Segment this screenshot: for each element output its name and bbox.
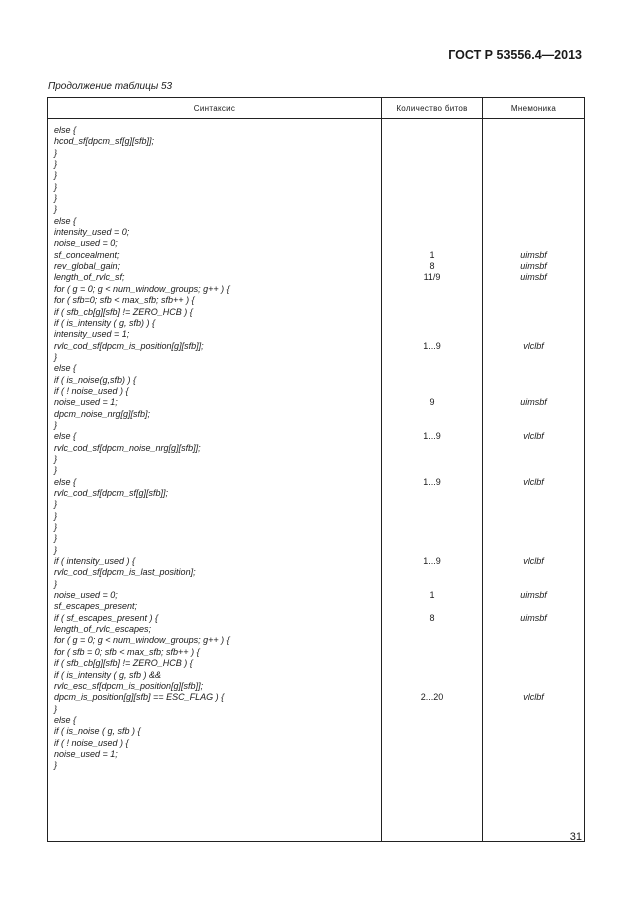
syntax-line: if ( is_noise(g,sfb) ) { bbox=[54, 374, 137, 385]
bits-column bbox=[382, 119, 483, 842]
syntax-line: noise_used = 0; bbox=[54, 238, 118, 249]
bits-value bbox=[382, 375, 482, 386]
bits-value bbox=[382, 465, 482, 476]
syntax-line: for ( g = 0; g < num_window_groups; g++ ) { bbox=[54, 635, 230, 646]
syntax-line: else { bbox=[54, 125, 77, 135]
mnemonic-value bbox=[483, 318, 584, 329]
bits-value: 8 bbox=[429, 612, 435, 623]
syntax-line: } bbox=[54, 193, 58, 204]
syntax-line: } bbox=[54, 533, 58, 544]
mnemonic-value bbox=[483, 170, 584, 181]
bits-value bbox=[382, 148, 482, 159]
syntax-line: if ( is_intensity ( g, sfb) ) { bbox=[54, 317, 156, 328]
mnemonic-value bbox=[483, 760, 584, 771]
syntax-table bbox=[47, 97, 585, 842]
page-number: 31 bbox=[569, 831, 582, 843]
mnemonic-value: uimsbf bbox=[520, 612, 547, 623]
syntax-line: else { bbox=[54, 431, 77, 442]
syntax-line: intensity_used = 0; bbox=[54, 227, 130, 238]
mnemonic-value bbox=[483, 148, 584, 159]
bits-value bbox=[382, 579, 482, 590]
bits-value bbox=[382, 601, 482, 612]
bits-value bbox=[382, 522, 482, 533]
mnemonic-value bbox=[483, 409, 584, 420]
bits-value bbox=[382, 567, 482, 578]
mnemonic-value bbox=[483, 295, 584, 306]
syntax-line: rvlc_cod_sf[dpcm_is_last_position]; bbox=[54, 567, 196, 578]
bits-value bbox=[382, 760, 482, 771]
bits-value bbox=[382, 227, 482, 238]
mnemonic-value bbox=[483, 670, 584, 681]
syntax-line: else { bbox=[54, 476, 77, 487]
mnemonic-value bbox=[483, 704, 584, 715]
syntax-line: } bbox=[54, 510, 58, 521]
mnemonic-value bbox=[483, 681, 584, 692]
mnemonic-value: vlclbf bbox=[523, 476, 544, 487]
mnemonic-value bbox=[483, 136, 584, 147]
syntax-line: dpcm_is_position[g][sfb] == ESC_FLAG ) { bbox=[54, 692, 225, 703]
mnemonic-value bbox=[483, 749, 584, 760]
mnemonic-value bbox=[483, 715, 584, 726]
syntax-line: if ( ! noise_used ) { bbox=[54, 385, 129, 396]
bits-value bbox=[382, 704, 482, 715]
bits-value bbox=[382, 125, 482, 136]
mnemonic-value bbox=[483, 511, 584, 522]
bits-value bbox=[382, 329, 482, 340]
bits-value bbox=[382, 488, 482, 499]
syntax-line: if ( sfb_cb[g][sfb] != ZERO_HCB ) { bbox=[54, 658, 193, 669]
mnemonic-value bbox=[483, 533, 584, 544]
bits-value bbox=[382, 307, 482, 318]
syntax-line: } bbox=[54, 465, 58, 476]
bits-value: 1 bbox=[429, 249, 435, 260]
mnemonic-value bbox=[483, 375, 584, 386]
mnemonic-value bbox=[483, 488, 584, 499]
mnemonic-value: vlclbf bbox=[523, 692, 544, 703]
mnemonic-value bbox=[483, 726, 584, 737]
bits-value bbox=[382, 499, 482, 510]
syntax-line: for ( sfb=0; sfb < max_sfb; sfb++ ) { bbox=[54, 295, 195, 306]
syntax-line: sf_concealment; bbox=[54, 249, 120, 260]
syntax-line: } bbox=[54, 159, 58, 170]
syntax-line: } bbox=[54, 522, 58, 533]
mnemonic-value bbox=[483, 465, 584, 476]
mnemonic-value bbox=[483, 216, 584, 227]
syntax-line: noise_used = 1; bbox=[54, 748, 118, 759]
mnemonic-value bbox=[483, 579, 584, 590]
mnemonic-value: uimsbf bbox=[520, 261, 547, 272]
syntax-line: for ( g = 0; g < num_window_groups; g++ ) { bbox=[54, 283, 230, 294]
bits-value bbox=[382, 409, 482, 420]
mnemonic-value bbox=[483, 125, 584, 136]
column-header-syntax: Синтаксис bbox=[48, 98, 382, 119]
bits-value bbox=[382, 318, 482, 329]
syntax-line: else { bbox=[54, 215, 77, 226]
bits-value: 9 bbox=[429, 397, 435, 408]
syntax-line: hcod_sf[dpcm_sf[g][sfb]]; bbox=[54, 136, 155, 147]
mnemonic-value bbox=[483, 204, 584, 215]
syntax-line: rvlc_cod_sf[dpcm_is_position[g][sfb]]; bbox=[54, 340, 204, 351]
bits-value bbox=[382, 545, 482, 556]
syntax-line: if ( intensity_used ) { bbox=[54, 556, 136, 567]
syntax-column bbox=[48, 119, 382, 842]
mnemonic-value bbox=[483, 329, 584, 340]
syntax-line: if ( sfb_cb[g][sfb] != ZERO_HCB ) { bbox=[54, 306, 193, 317]
mnemonic-value bbox=[483, 386, 584, 397]
bits-value bbox=[382, 420, 482, 431]
mnemonic-value bbox=[483, 499, 584, 510]
mnemonic-value: vlclbf bbox=[523, 431, 544, 442]
syntax-line: rvlc_cod_sf[dpcm_sf[g][sfb]]; bbox=[54, 488, 169, 498]
bits-value: 1...9 bbox=[423, 476, 441, 487]
mnemonic-value: uimsbf bbox=[520, 590, 547, 601]
bits-value: 1...9 bbox=[423, 340, 441, 351]
bits-value: 2...20 bbox=[420, 692, 444, 703]
standard-header: ГОСТ Р 53556.4—2013 bbox=[448, 48, 582, 62]
syntax-line: } bbox=[54, 760, 58, 771]
mnemonic-value bbox=[483, 647, 584, 658]
syntax-line: dpcm_noise_nrg[g][sfb]; bbox=[54, 408, 151, 419]
syntax-line: } bbox=[54, 578, 58, 589]
bits-value: 8 bbox=[429, 261, 435, 272]
syntax-line: } bbox=[54, 419, 58, 430]
bits-value bbox=[382, 136, 482, 147]
mnemonic-value bbox=[483, 182, 584, 193]
syntax-line: for ( sfb = 0; sfb < max_sfb; sfb++ ) { bbox=[54, 646, 200, 657]
mnemonic-value bbox=[483, 420, 584, 431]
column-header-bits: Количество битов bbox=[382, 98, 483, 119]
syntax-line: } bbox=[54, 181, 58, 192]
syntax-line: } bbox=[54, 453, 58, 464]
syntax-line: length_of_rvlc_escapes; bbox=[54, 624, 152, 635]
bits-value: 11/9 bbox=[423, 272, 441, 283]
mnemonic-column bbox=[483, 119, 585, 842]
mnemonic-value bbox=[483, 658, 584, 669]
bits-value bbox=[382, 647, 482, 658]
mnemonic-value bbox=[483, 624, 584, 635]
bits-value bbox=[382, 658, 482, 669]
mnemonic-value bbox=[483, 193, 584, 204]
bits-value bbox=[382, 443, 482, 454]
bits-value bbox=[382, 624, 482, 635]
mnemonic-value bbox=[483, 307, 584, 318]
mnemonic-value bbox=[483, 352, 584, 363]
syntax-line: else { bbox=[54, 363, 77, 374]
mnemonic-value bbox=[483, 454, 584, 465]
bits-value bbox=[382, 749, 482, 760]
bits-value bbox=[382, 182, 482, 193]
syntax-line: intensity_used = 1; bbox=[54, 329, 130, 340]
syntax-line: } bbox=[54, 351, 58, 362]
mnemonic-value: vlclbf bbox=[523, 340, 544, 351]
table-caption: Продолжение таблицы 53 bbox=[48, 81, 173, 92]
mnemonic-value bbox=[483, 443, 584, 454]
mnemonic-value bbox=[483, 738, 584, 749]
bits-value bbox=[382, 670, 482, 681]
bits-value bbox=[382, 238, 482, 249]
mnemonic-value bbox=[483, 363, 584, 374]
mnemonic-value: uimsbf bbox=[520, 272, 547, 283]
syntax-line: length_of_rvlc_sf; bbox=[54, 272, 125, 283]
mnemonic-value: uimsbf bbox=[520, 249, 547, 260]
bits-value: 1 bbox=[429, 590, 435, 601]
bits-value bbox=[382, 352, 482, 363]
bits-value bbox=[382, 454, 482, 465]
mnemonic-value bbox=[483, 159, 584, 170]
bits-value bbox=[382, 284, 482, 295]
mnemonic-value bbox=[483, 635, 584, 646]
bits-value: 1...9 bbox=[423, 431, 441, 442]
mnemonic-value bbox=[483, 567, 584, 578]
syntax-line: } bbox=[54, 544, 58, 555]
syntax-line: noise_used = 1; bbox=[54, 397, 118, 408]
bits-value bbox=[382, 363, 482, 374]
mnemonic-value bbox=[483, 227, 584, 238]
mnemonic-value bbox=[483, 545, 584, 556]
syntax-line: else { bbox=[54, 714, 77, 725]
mnemonic-value bbox=[483, 284, 584, 295]
syntax-line: if ( is_noise ( g, sfb ) { bbox=[54, 726, 141, 737]
syntax-line: } bbox=[54, 170, 58, 181]
mnemonic-value: vlclbf bbox=[523, 556, 544, 567]
bits-value bbox=[382, 681, 482, 692]
column-header-mnemonic: Мнемоника bbox=[483, 98, 585, 119]
mnemonic-value bbox=[483, 601, 584, 612]
bits-value bbox=[382, 738, 482, 749]
bits-value bbox=[382, 726, 482, 737]
mnemonic-value bbox=[483, 522, 584, 533]
syntax-line: if ( is_intensity ( g, sfb ) && bbox=[54, 669, 162, 680]
syntax-line: sf_escapes_present; bbox=[54, 601, 138, 612]
syntax-line: if ( sf_escapes_present ) { bbox=[54, 612, 159, 623]
syntax-line: } bbox=[54, 204, 58, 215]
bits-value bbox=[382, 193, 482, 204]
bits-value bbox=[382, 715, 482, 726]
mnemonic-value bbox=[483, 238, 584, 249]
bits-value bbox=[382, 216, 482, 227]
syntax-line: rvlc_esc_sf[dpcm_is_position[g][sfb]]; bbox=[54, 680, 204, 691]
bits-value bbox=[382, 204, 482, 215]
bits-value bbox=[382, 170, 482, 181]
syntax-line: rvlc_cod_sf[dpcm_noise_nrg[g][sfb]]; bbox=[54, 442, 201, 453]
syntax-line: } bbox=[54, 703, 58, 714]
syntax-line: rev_global_gain; bbox=[54, 261, 121, 272]
bits-value: 1...9 bbox=[423, 556, 441, 567]
bits-value bbox=[382, 635, 482, 646]
mnemonic-value: uimsbf bbox=[520, 397, 547, 408]
bits-value bbox=[382, 511, 482, 522]
bits-value bbox=[382, 386, 482, 397]
syntax-line: noise_used = 0; bbox=[54, 590, 118, 601]
bits-value bbox=[382, 159, 482, 170]
syntax-line: if ( ! noise_used ) { bbox=[54, 737, 129, 748]
bits-value bbox=[382, 295, 482, 306]
syntax-line: } bbox=[54, 499, 58, 510]
bits-value bbox=[382, 533, 482, 544]
syntax-line: } bbox=[54, 147, 58, 158]
